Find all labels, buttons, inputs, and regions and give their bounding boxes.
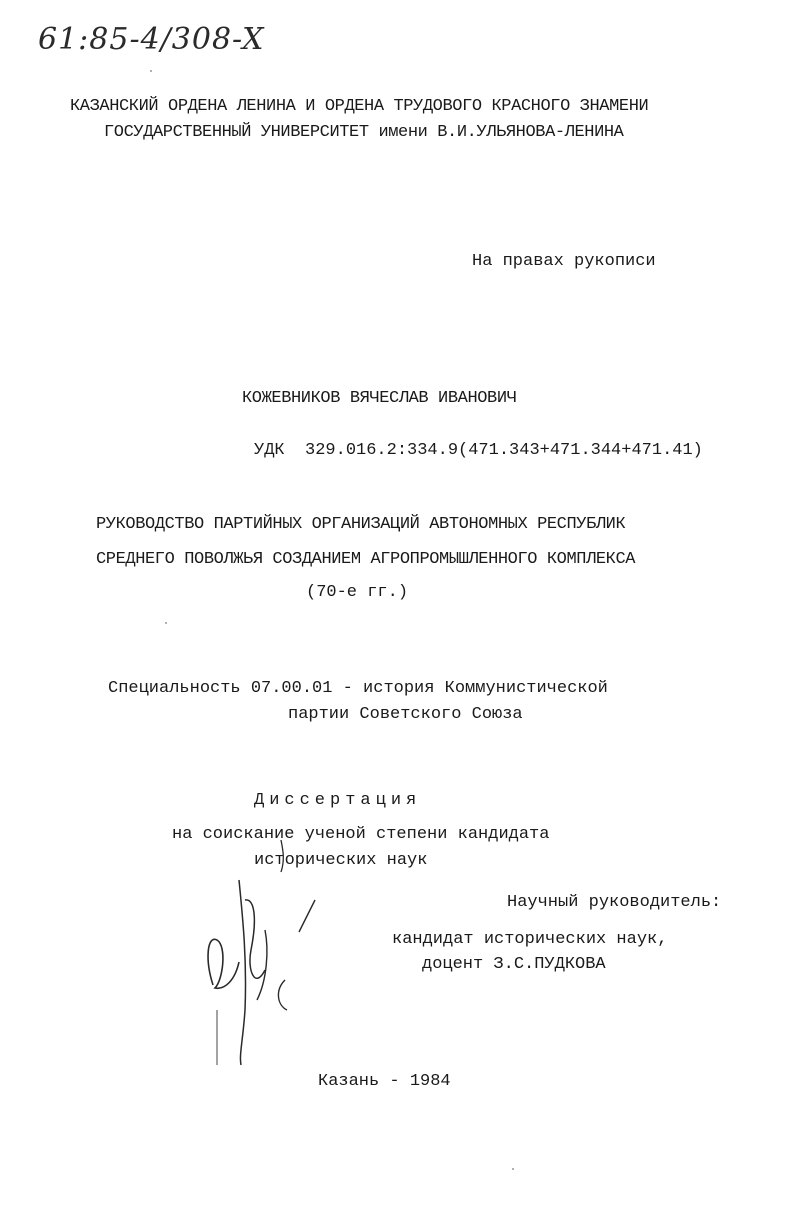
- udc-code: УДК 329.016.2:334.9(471.343+471.344+471.41): [254, 441, 703, 460]
- speck-2: [512, 1168, 514, 1170]
- title-line-2: СРЕДНЕГО ПОВОЛЖЬЯ СОЗДАНИЕМ АГРОПРОМЫШЛЕННОГО КОМПЛЕКСА: [96, 550, 636, 569]
- place-year: Казань - 1984: [318, 1072, 451, 1091]
- header-line-2: ГОСУДАРСТВЕННЫЙ УНИВЕРСИТЕТ имени В.И.УЛЬЯНОВА-ЛЕНИНА: [104, 123, 624, 142]
- author-name: КОЖЕВНИКОВ ВЯЧЕСЛАВ ИВАНОВИЧ: [242, 389, 517, 408]
- manuscript-rights: На правах рукописи: [472, 252, 656, 271]
- dissertation-line-2: исторических наук: [254, 851, 428, 870]
- speck-3: [150, 70, 152, 72]
- header-line-1: КАЗАНСКИЙ ОРДЕНА ЛЕНИНА И ОРДЕНА ТРУДОВОГО КРАСНОГО ЗНАМЕНИ: [70, 97, 649, 116]
- speck-1: [165, 622, 167, 624]
- supervisor-label: Научный руководитель:: [507, 893, 722, 912]
- dissertation-line-1: на соискание ученой степени кандидата: [172, 825, 550, 844]
- supervisor-degree: кандидат исторических наук,: [392, 930, 668, 949]
- dissertation-heading: Диссертация: [254, 791, 422, 810]
- supervisor-name: доцент З.С.ПУДКОВА: [422, 955, 606, 974]
- title-line-1: РУКОВОДСТВО ПАРТИЙНЫХ ОРГАНИЗАЦИЙ АВТОНОМНЫХ РЕСПУБЛИК: [96, 515, 626, 534]
- handwritten-signature: [195, 840, 335, 1070]
- archive-handwritten-mark: 61:85-4/308-X: [38, 22, 265, 57]
- specialty-line-1: Специальность 07.00.01 - история Коммунистической: [108, 679, 608, 698]
- title-line-3: (70-е гг.): [306, 583, 409, 602]
- specialty-line-2: партии Советского Союза: [288, 705, 523, 724]
